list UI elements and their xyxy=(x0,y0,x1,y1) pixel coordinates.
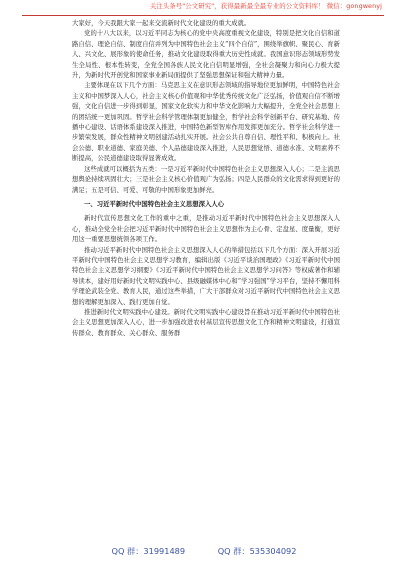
header-promo-text: 关注头条号"公文研究"，获得最新最全最专业的公文资料库！ 微信：gongwenyj xyxy=(149,2,382,10)
section-heading: 一、习近平新时代中国特色社会主义思想深入人心 xyxy=(84,200,225,208)
qq-group-1: QQ 群：31991489 xyxy=(111,546,186,556)
body-paragraph-3: 这些成就可以概括为五类：一是习近平新时代中国特色社会主义思想深入人心；二是主流思想舆论持续巩固壮大；三是社会主义核心价值观广为弘扬；四是人民群众的文化需求得到更好的满足；五是可信、可爱、可敬的中国形象更加鲜亮。 xyxy=(72,165,340,194)
page-footer xyxy=(0,544,408,558)
body-paragraph-5: 推动习近平新时代中国特色社会主义思想深入人心的举措包括以下几个方面：深入开展习近平新时代中国特色社会主义思想学习教育，编辑出版《习近平谈治国理政》《习近平新时代中国特色社会主义思想学习纲要》《习近平新时代中国特色社会主义思想学习问答》等权威著作和辅导读本，建好用好新时代文明实践中心、县级融媒体中心和“学习强国”学习平台，坚持不懈用科学理论武装全党、教育人民，通过这些举措，广大干部群众对习近平新时代中国特色社会主义思想的理解更加深入、践行更加自觉。 xyxy=(72,246,340,306)
body-paragraph-2: 主要体现在以下几个方面：马克思主义在意识形态领域的指导地位更加鲜明，中国特色社会主义和中国梦深入人心，社会主义核心价值观和中华优秀传统文化广泛弘扬，价值观自信不断增强，文化自信进一步得到彰显，国家文化软实力和中华文化影响力大幅提升，全党全社会思想上的团结统一更加巩固。哲学社会科学管理体制更加健全，哲学社会科学创新平台、研究基地、传播中心建设、话语体系建设深入推进，中国特色新型智库作用发挥更加充分。哲学社会科学进一步繁荣发展，群众性精神文明创建活动扎实开展。社会公共自尊自信、理性平和、积极向上。社会公德、职业道德、家庭美德、个人品德建设深入推进，人民思想觉悟、道德水准、文明素养不断提高，公民道德建设取得显著成效。 xyxy=(72,82,340,163)
opening-paragraph: 大家好，今天我跟大家一起来交流新时代文化建设的重大成就。 xyxy=(72,20,251,27)
qq-group-2: QQ 群：535304092 xyxy=(217,546,297,556)
body-paragraph-6: 推进新时代文明实践中心建设。新时代文明实践中心建设旨在推动习近平新时代中国特色社会主义思想更加深入人心，进一步加强改进农村基层宣传思想文化工作和精神文明建设，打通宣传群众、教育群众、关心群众、服务群 xyxy=(72,308,340,337)
page-header xyxy=(0,0,408,18)
body-paragraph-4: 新时代宣传思想文化工作的重中之重，是推动习近平新时代中国特色社会主义思想深入人心，推动全党全社会把习近平新时代中国特色社会主义思想作为主心骨、定盘星、度量衡，更好用这一重要思想统领各项工作。 xyxy=(72,215,340,244)
header-divider xyxy=(22,15,384,16)
body-paragraph-1: 党的十八大以来，以习近平同志为核心的党中央高度重视文化建设，特别是把文化自信和道路自信、理论自信、制度自信并列为中国特色社会主义“四个自信”，围绕举旗帜、聚民心、育新人、兴文化、展形象的使命任务，推动文化建设取得重大历史性成就。我国意识形态领域形势发生全局性、根本性转变，全党全国各族人民文化自信明显增强，全社会凝聚力和向心力极大提升，为新时代开创党和国家事业新局面提供了坚强思想保证和强大精神力量。 xyxy=(72,30,340,80)
document-body xyxy=(72,19,340,339)
